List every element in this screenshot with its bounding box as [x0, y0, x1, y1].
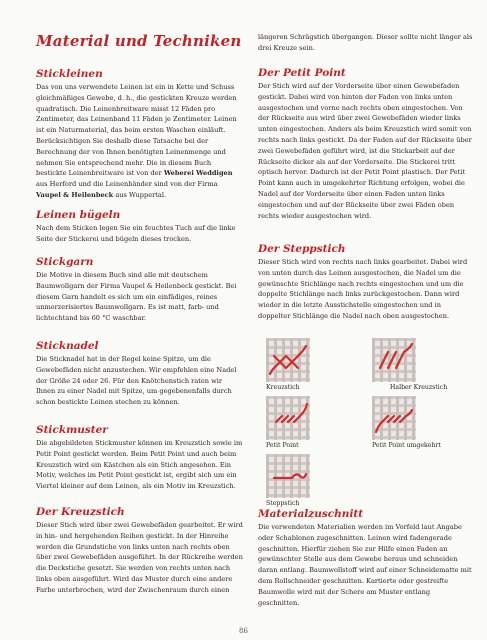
- section-stickmuster: [36, 424, 243, 492]
- section-text: längeren Schrägstich übergangen. Dieser sollte nicht länger als drei Kreuze sein.: [258, 33, 473, 52]
- petit-point-umgekehrt-label: Petit Point umgekehrt: [372, 442, 441, 449]
- section-stickleinen: [36, 68, 243, 201]
- halber-kreuzstich-label: Halber Kreuzstich: [390, 384, 448, 391]
- section-petit-point: [258, 67, 473, 221]
- section-materialzuschnitt: [258, 508, 473, 608]
- section-stickgarn: [36, 256, 243, 324]
- section-heading: Stickgarn: [36, 256, 94, 268]
- kreuzstich-illustration: [266, 338, 310, 382]
- stitch-diagrams: [258, 338, 473, 508]
- section-text: Dieser Stich wird über zwei Gewebefäden gearbeitet. Er wird in hin- und hergehenden Reihen gestickt. In der Hinreihe werden die Grundstiche von links unten nach rechts oben über zwei Gewebefäden ausgeführt. In der Rückreihe werden die Deckstiche gesetzt. Sie werden von rechts unten nach links oben ausgeführt. Wird das Muster durch eine andere Farbe unterbrochen, wird der Zwischenraum durch einen: [36, 521, 243, 594]
- page-title: Material und Techniken: [36, 32, 242, 50]
- section-heading: Der Petit Point: [258, 67, 346, 79]
- page-number: 86: [239, 627, 248, 635]
- halber-kreuzstich-illustration: [372, 338, 416, 382]
- section-heading: Sticknadel: [36, 340, 99, 352]
- section-continuation: [258, 30, 473, 54]
- section-heading: Leinen bügeln: [36, 209, 121, 221]
- section-steppstich: [258, 243, 473, 322]
- petit-point-diagram: [266, 396, 310, 449]
- section-heading: Der Kreuzstich: [36, 506, 125, 518]
- petit-point-label: Petit Point: [266, 442, 299, 449]
- kreuzstich-diagram: [266, 338, 310, 391]
- halber-kreuzstich-diagram: [372, 338, 448, 391]
- section-text: Die verwendeten Materialien werden im Vorfeld laut Angabe oder Schablonen zugeschnitten. Leinen wird fadengerade geschnitten. Hierfür ziehen Sie zur Hilfe einen Faden an gewünschter Stelle aus dem Gewebe heraus und schneiden daran entlang. Baumwollstoff wird auf einer Schneidematte mit dem Rollschneider geschnitten. Kartierte oder gestreifte Baumwolle wird mit der Schere am Muster entlang geschnitten.: [258, 523, 472, 607]
- petit-point-illustration: [266, 396, 310, 440]
- petit-point-umgekehrt-illustration: [372, 396, 416, 440]
- section-kreuzstich: [36, 506, 243, 596]
- section-text: Die Sticknadel hat in der Regel keine Spitze, um die Gewebefäden nicht anzustechen. Wir empfehlen eine Nadel der Größe 24 oder 26. Für den Knötchenstich raten wir Ihnen zu einer Nadel mit Spitze, um gegebenenfalls durch schon bestickte Leinen stechen zu können.: [36, 355, 237, 407]
- section-heading: Stickmuster: [36, 424, 108, 436]
- steppstich-illustration: [266, 454, 310, 498]
- section-text: Der Stich wird auf der Vorderseite über einen Gewebefaden gestickt. Dabei wird von hinten der Faden von links unten ausgestochen und vorne nach rechts oben eingestochen. Von der Rückseite aus wird über zwei Gewebefäden wieder links unten eingestochen. Anders als beim Kreuzstich wird somit von rechts nach links gestickt. Da der Faden auf der Rückseite über zwei Gewebefäden geführt wird, ist die Stickarbeit auf der Rückseite dicker als auf der Vorderseite. Die Stickerei tritt optisch hervor. Dadurch ist der Petit Point plastisch. Der Petit Point kann auch in umgekehrter Richtung erfolgen, wobei die Nadel auf der Vorderseite über einen Faden unten links eingestochen und auf der Rückseite über zwei Fäden oben rechts wieder ausgestochen wird.: [258, 82, 472, 220]
- section-text: Dieser Stich wird von rechts nach links gearbeitet. Dabei wird von unten durch das Leinen ausgestochen, die Nadel um die gewünschte Stichlänge nach rechts eingestochen und um die doppelte Stichlänge nach links zurückgestochen. Dann wird wieder in die letzte Ausstichstelle eingestochen und in doppelter Stichlänge die Nadel nach oben ausgestochen.: [258, 258, 468, 320]
- steppstich-label: Steppstich: [266, 500, 300, 507]
- section-heading: Der Steppstich: [258, 243, 346, 255]
- section-sticknadel: [36, 340, 243, 408]
- steppstich-diagram: [266, 454, 310, 507]
- section-text: Die Motive in diesem Buch sind alle mit deutschem Baumwollgarn der Firma Vaupel & Heilenbeck gestickt. Bei diesem Garn handelt es sich um ein einfädiges, reines unmerzerisiertes Baumwollgarn. Es ist matt, farb- und lichtechtand bis 60 °C waschbar.: [36, 271, 237, 323]
- section-text: Die abgebildeten Stickmuster können im Kreuzstich sowie im Petit Point gestickt werden. Beim Petit Point und auch beim Kreuzstich wird ein Kästchen als ein Stich angesehen. Ein Motiv, welches im Petit Point gestickt ist, ergibt sich um ein Viertel kleiner auf dem Leinen, als ein Motiv im Kreuzstich.: [36, 439, 243, 491]
- section-heading: Stickleinen: [36, 68, 103, 80]
- kreuzstich-label: Kreuzstich: [266, 384, 300, 391]
- section-heading: Materialzuschnitt: [258, 508, 364, 520]
- section-text: Das von uns verwendete Leinen ist ein in Kette und Schuss gleichmäßiges Gewebe, d. h., die gestickten Kreuze werden quadratisch. Die Leinenbreitware misst 12 Fäden pro Zentimeter, das Leinenband 11 Fäden je Zentimeter. Leinen ist ein Naturmaterial, das beim ersten Waschen einläuft. Berücksichtigen Sie deshalb diese Tatsache bei der Berechnung der von Ihnen benötigten Leinenmenge und nehmen Sie entsprechend mehr. Die in diesem Buch bestickte Leinenbreitware ist von der Weberei Weddigen aus Herford und die Leinenbänder sind von der Firma Vaupel & Heilenbeck aus Wuppertal.: [36, 83, 237, 199]
- petit-point-umgekehrt-diagram: [372, 396, 441, 449]
- section-leinen-buegeln: [36, 209, 243, 245]
- section-text: Nach dem Sticken legen Sie ein feuchtes Tuch auf die linke Seite der Stickerei und bügeln dieses trocken.: [36, 224, 236, 243]
